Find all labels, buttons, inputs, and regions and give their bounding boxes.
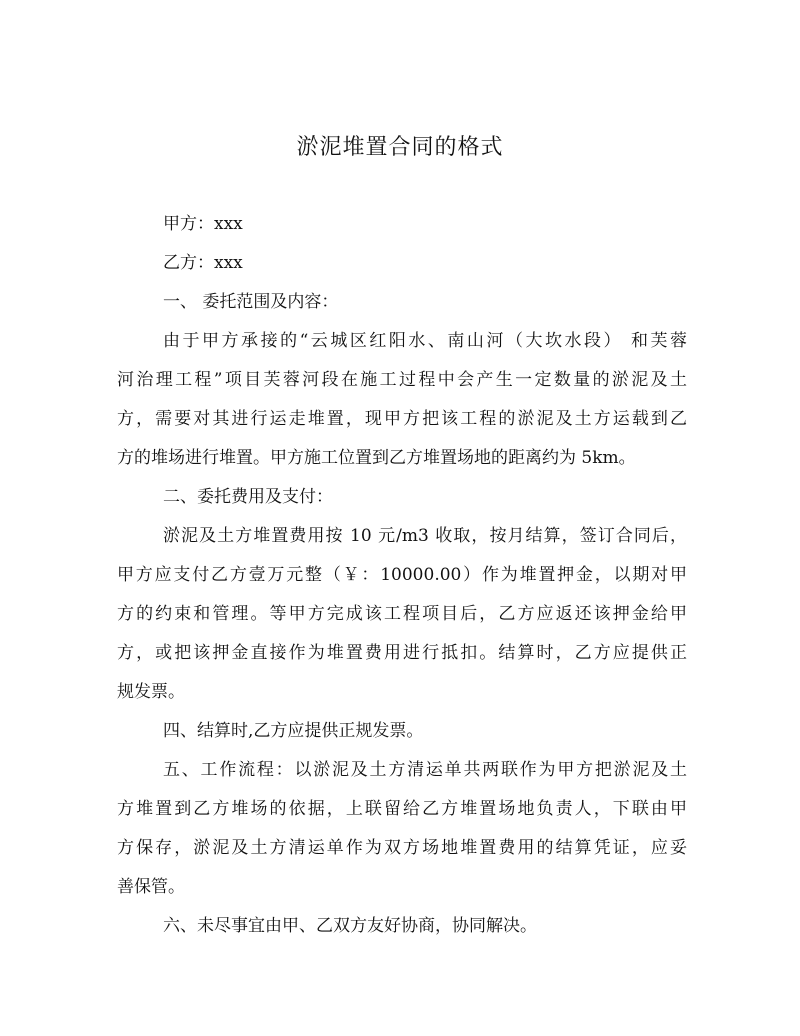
document-title: 淤泥堆置合同的格式 [296, 135, 504, 160]
section-1-paragraph-line: 由于甲方承接的“云城区红阳水、南山河（大坎水段） 和芙蓉 [163, 331, 687, 351]
section-1-paragraph-line: 方，需要对其进行运走堆置，现甲方把该工程的淤泥及土方运载到乙 [117, 409, 687, 429]
section-2-heading: 二、委托费用及支付： [163, 487, 333, 507]
section-5-paragraph-line: 方堆置到乙方堆场的依据，上联留给乙方堆置场地负责人，下联由甲 [117, 799, 687, 819]
document-body [117, 205, 687, 946]
section-2-paragraph-line: 方的约束和管理。等甲方完成该工程项目后，乙方应返还该押金给甲 [117, 604, 687, 624]
section-2-paragraph-line: 规发票。 [117, 682, 185, 702]
section-2-paragraph-line: 淤泥及土方堆置费用按 10 元/m3 收取，按月结算，签订合同后， [163, 526, 687, 546]
section-4-line: 四、结算时,乙方应提供正规发票。 [163, 721, 424, 741]
section-2-paragraph-line: 方，或把该押金直接作为堆置费用进行抵扣。结算时，乙方应提供正 [117, 643, 687, 663]
section-1-paragraph-line: 方的堆场进行堆置。甲方施工位置到乙方堆置场地的距离约为 5km。 [117, 448, 636, 468]
party-b-line: 乙方：xxx [163, 253, 243, 273]
section-5-paragraph-line: 善保管。 [117, 877, 185, 897]
section-1-paragraph-line: 河治理工程”项目芙蓉河段在施工过程中会产生一定数量的淤泥及土 [117, 370, 687, 390]
section-5-paragraph-line: 五、工作流程：以淤泥及土方清运单共两联作为甲方把淤泥及土 [163, 760, 687, 780]
section-1-heading: 一、 委托范围及内容： [163, 292, 339, 312]
section-2-paragraph-line: 甲方应支付乙方壹万元整（￥：10000.00）作为堆置押金，以期对甲 [117, 565, 687, 585]
section-5-paragraph-line: 方保存，淤泥及土方清运单作为双方场地堆置费用的结算凭证，应妥 [117, 838, 687, 858]
party-a-line: 甲方：xxx [163, 214, 243, 234]
section-6-line: 六、未尽事宜由甲、乙双方友好协商，协同解决。 [163, 916, 537, 936]
